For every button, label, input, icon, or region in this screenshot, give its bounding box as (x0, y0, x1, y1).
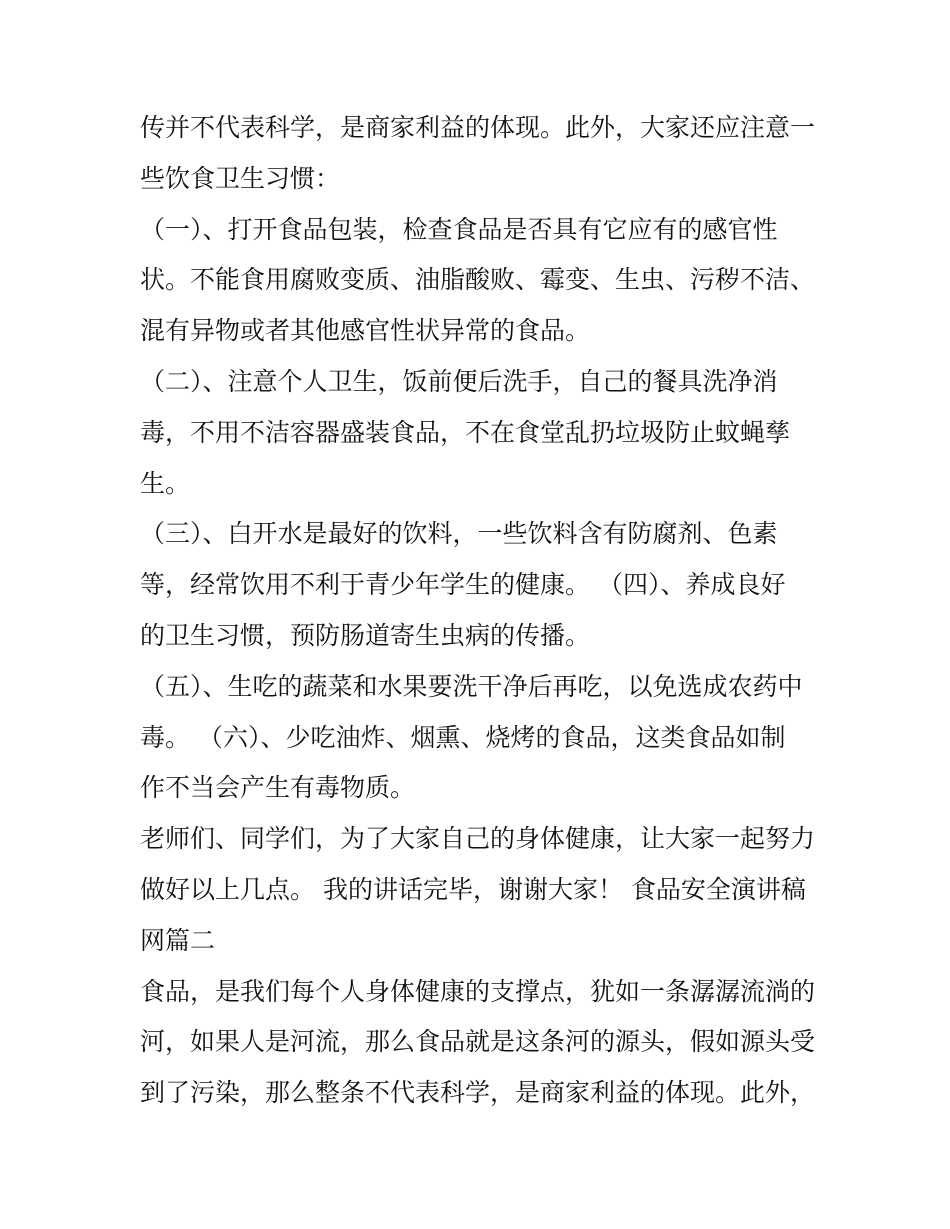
text-line: 混有异物或者其他感官性状异常的食品。 (140, 316, 591, 346)
text-line: （二）、注意个人卫生，饭前便后洗手，自己的餐具洗净消 (140, 366, 778, 396)
text-line: 到了污染，那么整条不代表科学，是商家利益的体现。此外， (140, 1078, 816, 1108)
text-line: 毒。 （六）、少吃油炸、烟熏、烧烤的食品，这类食品如制 (140, 722, 786, 752)
text-line: （三）、白开水是最好的饮料，一些饮料含有防腐剂、色素 (140, 519, 778, 549)
document-body (140, 103, 820, 1119)
text-line: 传并不代表科学，是商家利益的体现。此外，大家还应注意一 (140, 113, 816, 142)
text-line: 生。 (140, 468, 191, 498)
text-line: 食品，是我们每个人身体健康的支撑点，犹如一条潺潺流淌的 (140, 976, 816, 1006)
text-line: 状。不能食用腐败变质、油脂酸败、霉变、生虫、污秽不洁、 (140, 265, 816, 295)
text-line: 老师们、同学们，为了大家自己的身体健康，让大家一起努力 (140, 824, 816, 854)
text-line: 河，如果人是河流，那么食品就是这条河的源头，假如源头受 (140, 1027, 816, 1057)
text-line: （五）、生吃的蔬菜和水果要洗干净后再吃，以免选成农药中 (140, 671, 803, 701)
text-line: 些饮食卫生习惯： (140, 163, 341, 193)
text-line: 网篇二 (140, 925, 216, 955)
text-line: 作不当会产生有毒物质。 (140, 773, 416, 803)
text-line: 的卫生习惯，预防肠道寄生虫病的传播。 (140, 620, 591, 650)
text-line: （一）、打开食品包装，检查食品是否具有它应有的感官性 (140, 214, 778, 244)
text-line: 毒，不用不洁容器盛装食品，不在食堂乱扔垃圾防止蚊蝇孳 (140, 417, 791, 447)
text-line: 等，经常饮用不利于青少年学生的健康。 （四）、养成良好 (140, 570, 786, 600)
text-line: 做好以上几点。 我的讲话完毕，谢谢大家！ 食品安全演讲稿 (140, 874, 806, 904)
